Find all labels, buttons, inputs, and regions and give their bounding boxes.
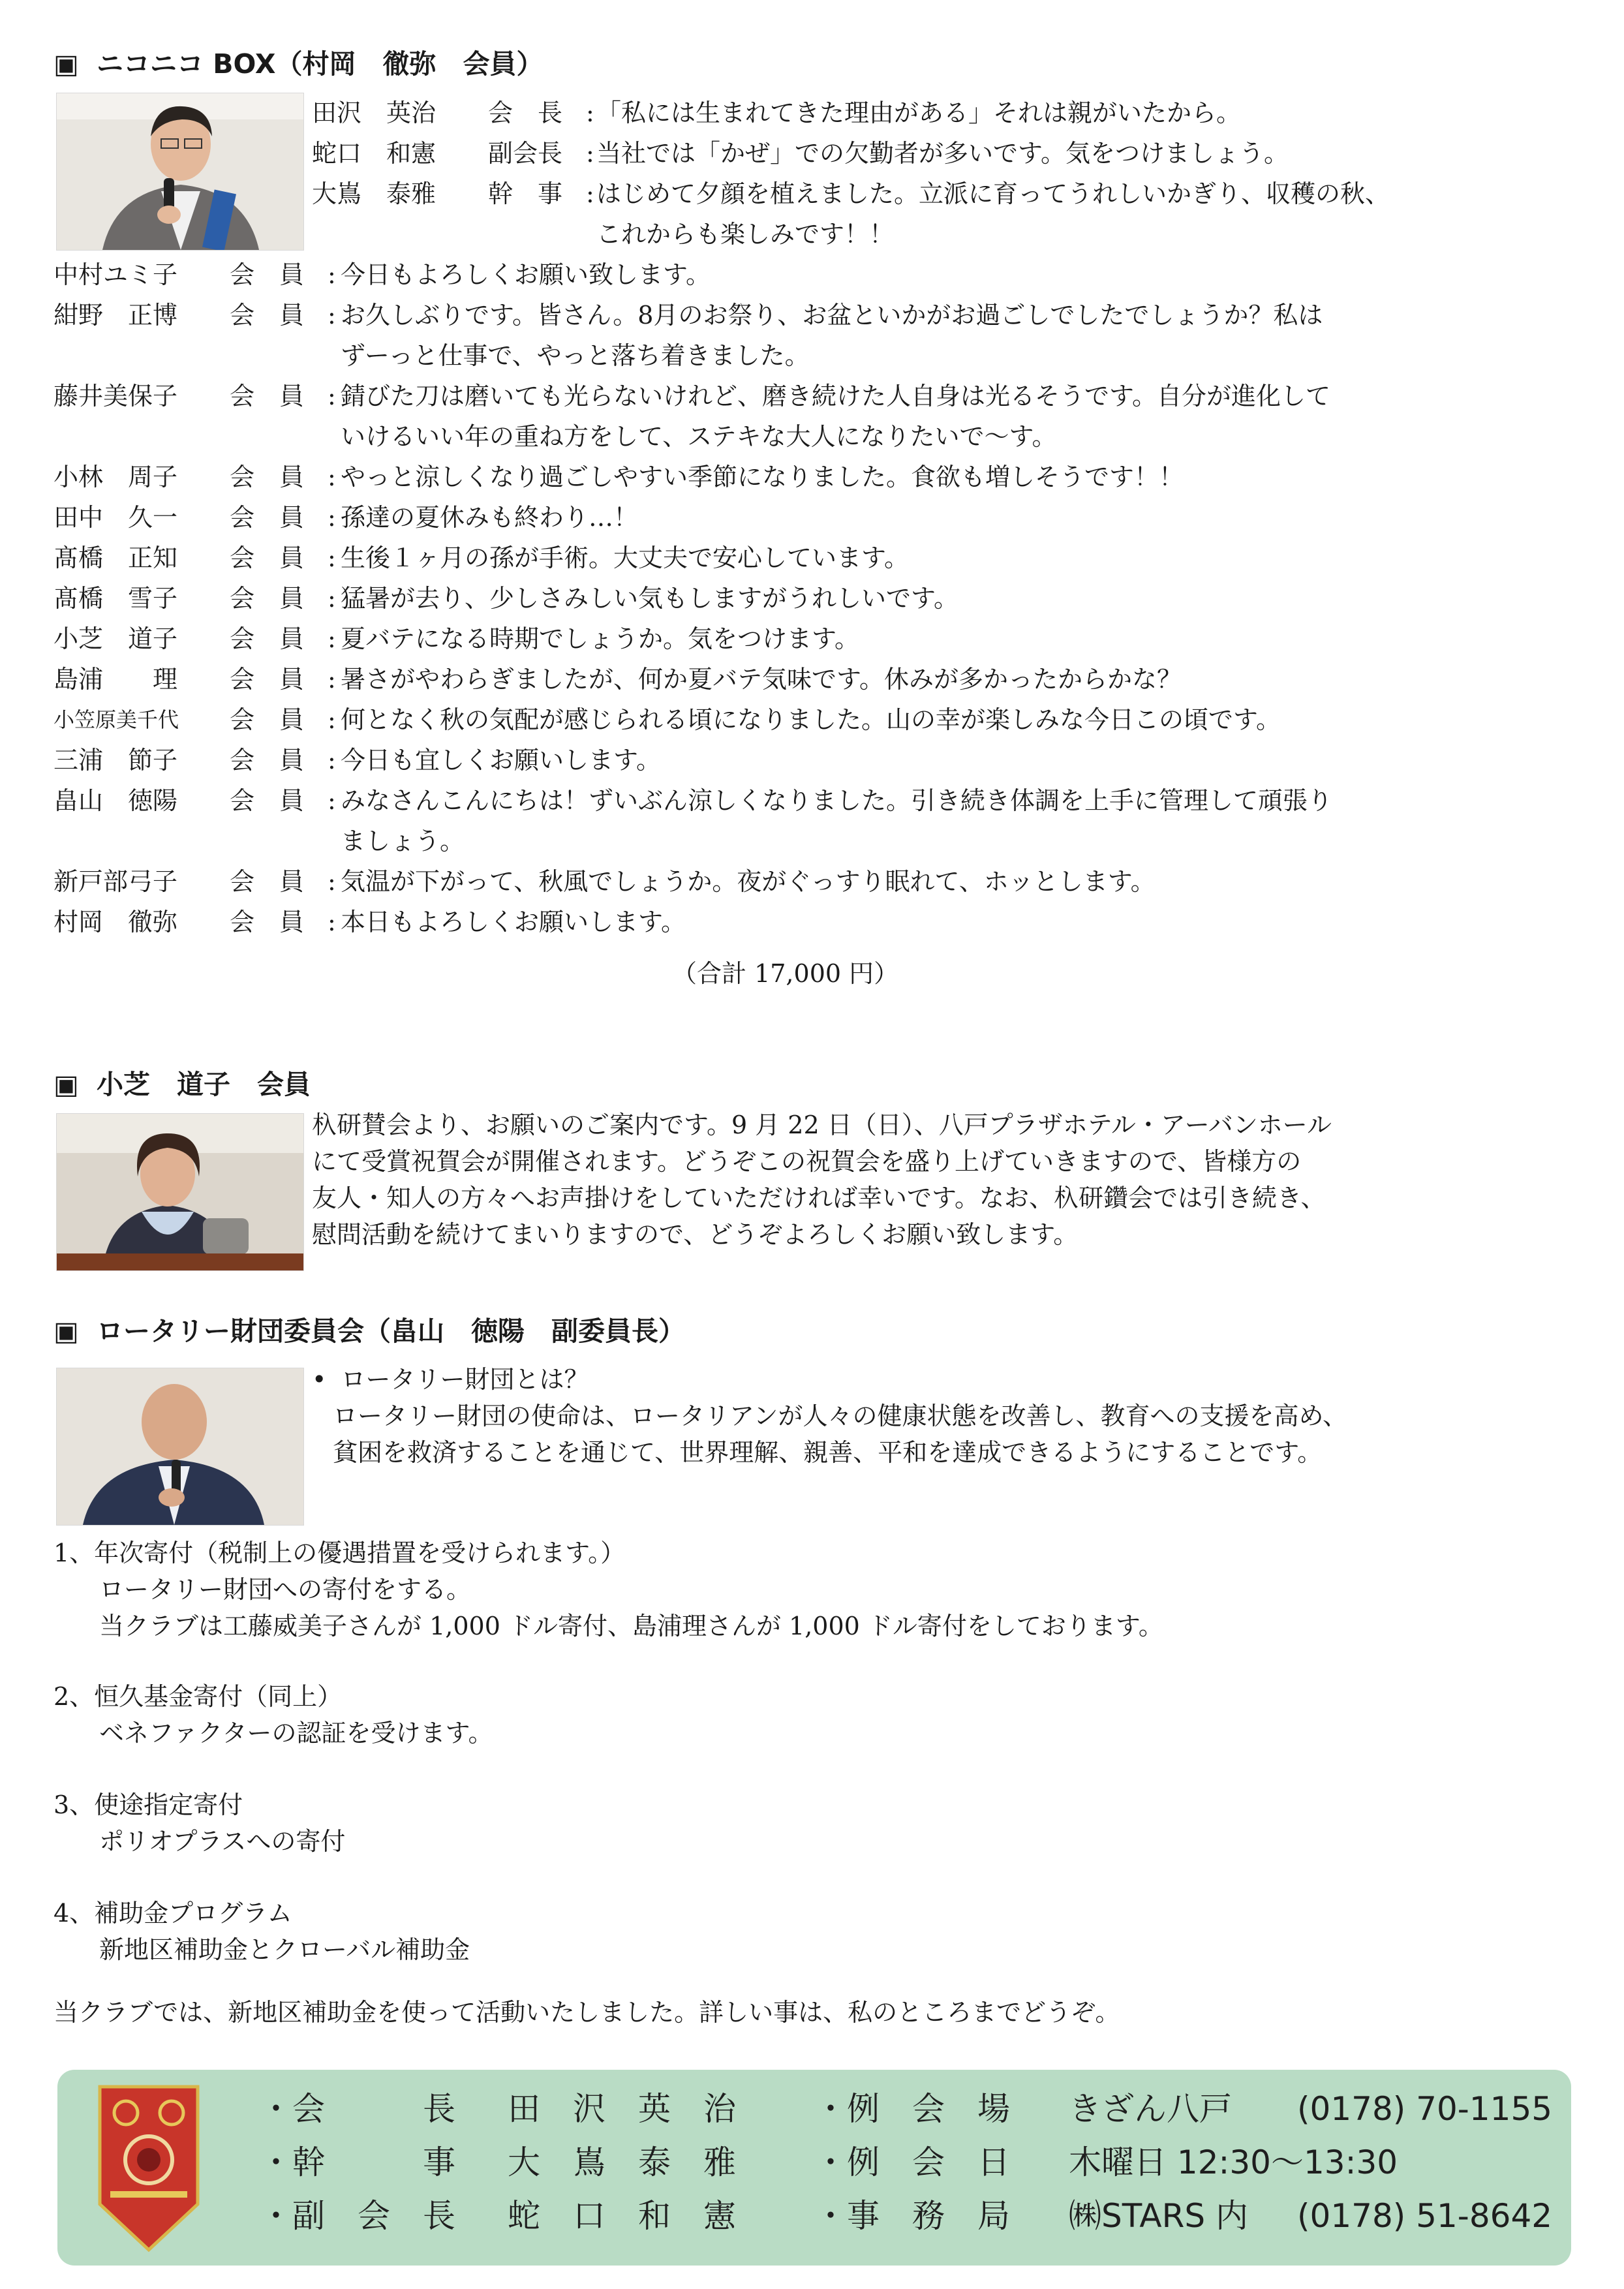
colon: : [586,99,594,127]
foundation-intro: • ロータリー財団とは？ [312,1365,589,1394]
footer-value: 田 沢 英 治 [508,2090,736,2128]
koshiba-text-line: 慰問活動を続けてまいりますので、どうぞよろしくお願い致します。 [312,1220,1079,1249]
colon: : [328,624,336,653]
footer-value: きざん八戸 [1069,2090,1232,2128]
footer-value: 蛇 口 和 憲 [508,2197,736,2235]
member-name: 田中 久一 [54,503,178,532]
member-name: 髙橋 雪子 [54,584,178,613]
footer-phone: (0178) 51-8642 [1297,2197,1553,2235]
colon: : [328,544,336,572]
colon: : [328,746,336,775]
speaker-photo-icon [57,93,303,250]
member-name: 新戸部弓子 [54,867,178,896]
bullet-icon: • [312,1365,327,1394]
colon: : [328,301,336,330]
niconico-total: （合計 17,000 円） [672,959,899,988]
member-title: 会 員 [230,463,305,491]
donation-item-detail: 当クラブは工藤威美子さんが 1,000 ドル寄付、島浦理さんが 1,000 ドル寄付をしております。 [99,1612,1163,1640]
colon: : [328,503,336,532]
member-name: 髙橋 正知 [54,544,178,572]
colon: : [328,382,336,410]
member-title: 会 員 [230,624,305,653]
member-name: 島浦 理 [54,665,178,694]
footer-value: 大 嶌 泰 雅 [508,2143,736,2181]
donation-item-heading: 2、恒久基金寄付（同上） [54,1682,343,1711]
footer-value: ㈱STARS 内 [1069,2197,1248,2235]
colon: : [328,705,336,734]
speaker-photo-icon [57,1368,303,1525]
comment-text: これからも楽しみです！！ [596,220,895,249]
member-title: 会 長 [488,99,563,127]
footer-label: ・副 会 長 [260,2197,455,2235]
colon: : [328,665,336,694]
foundation-closing: 当クラブでは、新地区補助金を使って活動いたしました。詳しい事は、私のところまでどうぞ。 [54,1998,1120,2027]
member-title: 会 員 [230,705,305,734]
comment-text: 何となく秋の気配が感じられる頃になりました。山の幸が楽しみな今日この頃です。 [341,705,1281,734]
donation-item-heading: 3、使途指定寄付 [54,1790,243,1819]
member-title: 会 員 [230,260,305,289]
foundation-heading: ▣ ロータリー財団委員会（畠山 徳陽 副委員長） [54,1312,685,1351]
club-banner-icon [93,2083,204,2254]
comment-text: やっと涼しくなり過ごしやすい季節になりました。食欲も増しそうです！！ [341,463,1184,491]
comment-text: 当社では「かぜ」での欠勤者が多いです。気をつけましょう。 [596,139,1289,168]
member-title: 会 員 [230,544,305,572]
footer-label: ・幹 事 [260,2143,455,2181]
comment-text: 気温が下がって、秋風でしょうか。夜がぐっすり眠れて、ホッとします。 [341,867,1156,896]
comment-text: 「私には生まれてきた理由がある」それは親がいたから。 [596,99,1242,127]
foundation-intro-line: ロータリー財団の使命は、ロータリアンが人々の健康状態を改善し、教育への支援を高め、 [333,1402,1347,1430]
member-title: 幹 事 [488,179,563,208]
comment-text: みなさんこんにちは！ずいぶん涼しくなりました。引き続き体調を上手に管理して頑張り [341,786,1333,815]
member-name: 小笠原美千代 [54,707,179,732]
colon: : [328,463,336,491]
photo-koshiba [56,1113,304,1271]
member-title: 会 員 [230,665,305,694]
comment-text: ましょう。 [341,827,465,855]
donation-item-heading: 4、補助金プログラム [54,1899,292,1928]
footer-label: ・会 長 [260,2090,455,2128]
photo-hatakeyama [56,1368,304,1526]
member-title: 会 員 [230,503,305,532]
member-name: 藤井美保子 [54,382,178,410]
comment-text: ずーっと仕事で、やっと落ち着きました。 [341,341,810,370]
member-title: 会 員 [230,584,305,613]
niconico-heading: ▣ ニコニコ BOX（村岡 徹弥 会員） [54,44,544,84]
footer-label: ・例 会 場 [814,2090,1010,2128]
koshiba-text-line: にて受賞祝賀会が開催されます。どうぞこの祝賀会を盛り上げていきますので、皆様方の [312,1147,1302,1176]
comment-text: はじめて夕顔を植えました。立派に育ってうれしいかぎり、収穫の秋、 [596,179,1390,208]
comment-text: いけるいい年の重ね方をして、ステキな大人になりたいで～す。 [341,422,1057,451]
footer-value: 木曜日 12:30～13:30 [1069,2143,1398,2181]
comment-text: 猛暑が去り、少しさみしい気もしますがうれしいです。 [341,584,958,613]
footer-label: ・例 会 日 [814,2143,1010,2181]
member-name: 中村ユミ子 [54,260,178,289]
colon: : [328,786,336,815]
member-title: 副会長 [488,139,563,168]
colon: : [586,179,594,208]
comment-text: 孫達の夏休みも終わり…！ [341,503,639,532]
comment-text: 生後１ヶ月の孫が手術。大丈夫で安心しています。 [341,544,909,572]
donation-item-detail: 新地区補助金とクローバル補助金 [99,1935,470,1964]
donation-item-detail: ベネファクターの認証を受けます。 [99,1719,493,1747]
donation-item-detail: ロータリー財団への寄付をする。 [99,1575,472,1604]
member-name: 小林 周子 [54,463,178,491]
member-title: 会 員 [230,908,305,936]
colon: : [328,260,336,289]
member-name: 紺野 正博 [54,301,178,330]
member-name: 畠山 徳陽 [54,786,178,815]
donation-item-detail: ポリオプラスへの寄付 [99,1827,346,1856]
footer-phone: (0178) 70-1155 [1297,2090,1553,2128]
heading-square-icon: ▣ [54,1315,79,1347]
koshiba-text-line: 杁研賛会より、お願いのご案内です。9 月 22 日（日）、八戸プラザホテル・アーバンホール [312,1111,1332,1139]
club-info-footer [57,2070,1571,2266]
member-name: 大嶌 泰雅 [312,179,437,208]
photo-muraoka [56,93,304,251]
koshiba-text-line: 友人・知人の方々へお声掛けをしていただければ幸いです。なお、杁研鑽会では引き続き、 [312,1184,1326,1212]
comment-text: 今日も宜しくお願いします。 [341,746,661,775]
comment-text: 本日もよろしくお願いします。 [341,908,686,936]
comment-text: お久しぶりです。皆さん。8月のお祭り、お盆といかがお過ごしでしたでしょうか？私は [341,301,1323,330]
footer-label: ・事 務 局 [814,2197,1010,2235]
heading-square-icon: ▣ [54,1069,79,1100]
foundation-intro-line: 貧困を救済することを通じて、世界理解、親善、平和を達成できるようにすることです。 [333,1438,1323,1467]
heading-square-icon: ▣ [54,48,79,80]
member-title: 会 員 [230,301,305,330]
member-name: 小芝 道子 [54,624,178,653]
colon: : [328,908,336,936]
koshiba-heading: ▣ 小芝 道子 会員 [54,1065,311,1104]
colon: : [328,867,336,896]
member-title: 会 員 [230,746,305,775]
member-title: 会 員 [230,382,305,410]
comment-text: 夏バテになる時期でしょうか。気をつけます。 [341,624,859,653]
donation-item-heading: 1、年次寄付（税制上の優遇措置を受けられます。） [54,1539,626,1567]
member-name: 田沢 英治 [312,99,437,127]
comment-text: 今日もよろしくお願い致します。 [341,260,711,289]
colon: : [328,584,336,613]
member-name: 村岡 徹弥 [54,908,178,936]
colon: : [586,139,594,168]
member-title: 会 員 [230,786,305,815]
member-title: 会 員 [230,867,305,896]
comment-text: 暑さがやわらぎましたが、何か夏バテ気味です。休みが多かったからかな？ [341,665,1182,694]
member-name: 三浦 節子 [54,746,178,775]
speaker-photo-icon [57,1114,303,1270]
member-name: 蛇口 和憲 [312,139,437,168]
comment-text: 錆びた刀は磨いても光らないけれど、磨き続けた人自身は光るそうです。自分が進化して [341,382,1330,410]
